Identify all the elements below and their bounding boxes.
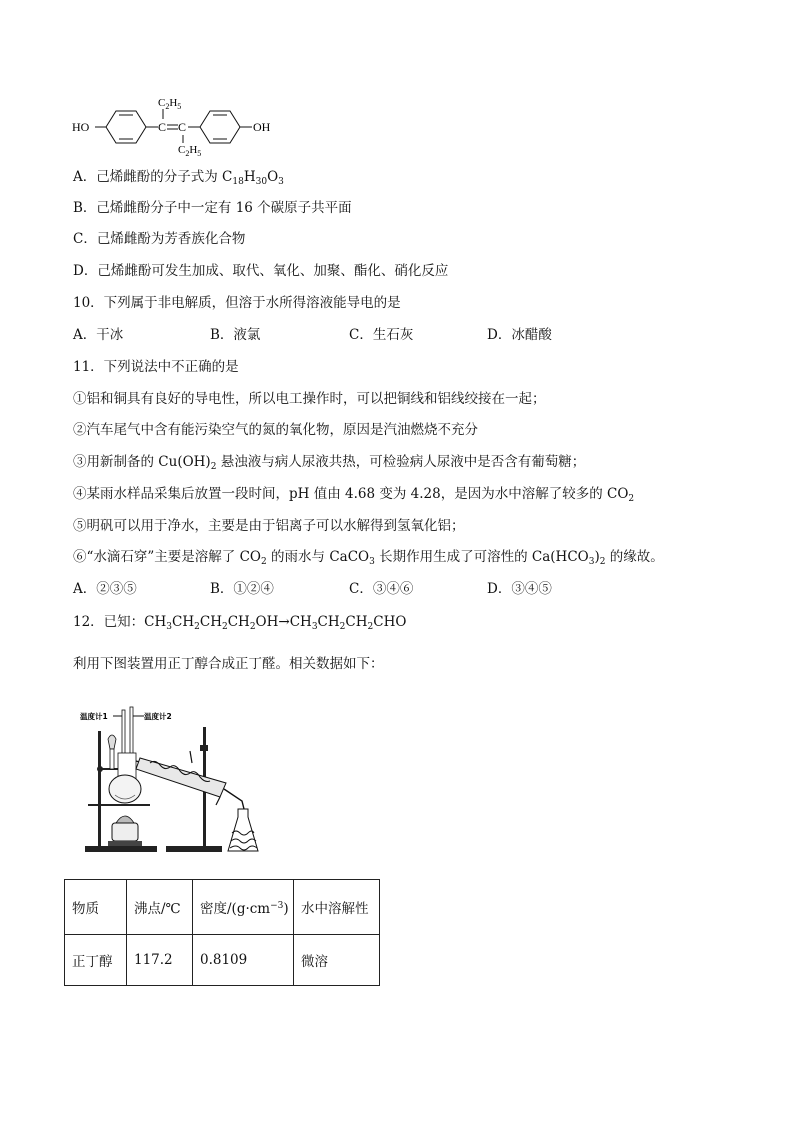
cell-substance: 正丁醇 bbox=[65, 935, 127, 986]
thermometer-1-label: 温度计1 bbox=[80, 712, 108, 721]
q11-statement-5: ⑤明矾可以用于净水，主要是由于铝离子可以水解得到氢氧化铝； bbox=[73, 518, 465, 534]
q11-stem: 11．下列说法中不正确的是 bbox=[73, 359, 239, 375]
svg-text:C: C bbox=[158, 120, 167, 134]
q9-option-d: D．己烯雌酚可发生加成、取代、氧化、加聚、酯化、硝化反应 bbox=[73, 263, 449, 279]
svg-text:C: C bbox=[178, 120, 187, 134]
properties-table bbox=[64, 879, 380, 986]
q10-option-a: A．干冰 bbox=[73, 327, 124, 343]
q9-option-c: C．己烯雌酚为芳香族化合物 bbox=[73, 231, 246, 247]
q11-statement-1: ①铝和铜具有良好的导电性，所以电工操作时，可以把铜线和铝线绞接在一起； bbox=[73, 391, 546, 407]
q11-option-d: D．③④⑤ bbox=[487, 581, 552, 597]
q9-option-b: B．己烯雌酚分子中一定有 16 个碳原子共平面 bbox=[73, 200, 352, 216]
q9-option-a: A．己烯雌酚的分子式为 $C_{18}H_{30}O_3$ bbox=[73, 169, 284, 187]
cell-boiling-point: 117.2 bbox=[127, 935, 193, 986]
q10-option-d: D．冰醋酸 bbox=[487, 327, 552, 343]
q11-statement-4: ④某雨水样品采集后放置一段时间，pH 值由 4.68 变为 4.28，是因为水中溶解了较多的 $CO_2$ bbox=[73, 486, 635, 504]
header-substance: 物质 bbox=[65, 880, 127, 935]
table-row bbox=[65, 935, 380, 986]
q10-option-b: B．液氯 bbox=[210, 327, 261, 343]
q10-option-c: C．生石灰 bbox=[349, 327, 414, 343]
q11-statement-6: ⑥“水滴石穿”主要是溶解了 $CO_2$ 的雨水与 CaCO$_3$ 长期作用生成了可溶性的 $Ca(HCO_3)_2$ 的缘故。 bbox=[73, 549, 664, 567]
header-solubility: 水中溶解性 bbox=[294, 880, 380, 935]
cell-solubility: 微溶 bbox=[294, 935, 380, 986]
q12-intro: 利用下图装置用正丁醇合成正丁醛。相关数据如下： bbox=[73, 656, 384, 672]
q11-statement-3: ③用新制备的 $Cu(OH)_2$ 悬浊液与病人尿液共热，可检验病人尿液中是否含有葡萄糖； bbox=[73, 454, 586, 472]
q11-statement-2: ②汽车尾气中含有能污染空气的氮的氧化物，原因是汽油燃烧不充分 bbox=[73, 422, 478, 438]
q11-option-c: C．③④⑥ bbox=[349, 581, 414, 597]
thermometer-2-label: 温度计2 bbox=[144, 712, 172, 721]
q12-stem: 12．已知：$CH_3CH_2CH_2CH_2OH\to CH_3CH_2CH_2CHO$ bbox=[73, 614, 407, 632]
header-boiling-point: 沸点/℃ bbox=[127, 880, 193, 935]
q10-stem: 10．下列属于非电解质，但溶于水所得溶液能导电的是 bbox=[73, 295, 401, 311]
q11-option-a: A．②③⑤ bbox=[73, 581, 137, 597]
q11-option-b: B．①②④ bbox=[210, 581, 274, 597]
ethyl-top-label: $C_2H_5$ bbox=[158, 97, 182, 111]
header-density: 密度$/(g\cdot cm^{-3})$ bbox=[193, 880, 294, 935]
ethyl-bottom-label: $C_2H_5$ bbox=[178, 144, 202, 157]
oh-group-label: OH bbox=[253, 120, 271, 134]
ho-group-label: HO bbox=[72, 120, 90, 134]
table-header-row bbox=[65, 880, 380, 935]
cell-density: 0.8109 bbox=[193, 935, 294, 986]
distillation-apparatus-illustration bbox=[80, 705, 270, 857]
diethylstilbestrol-structure bbox=[70, 93, 280, 157]
